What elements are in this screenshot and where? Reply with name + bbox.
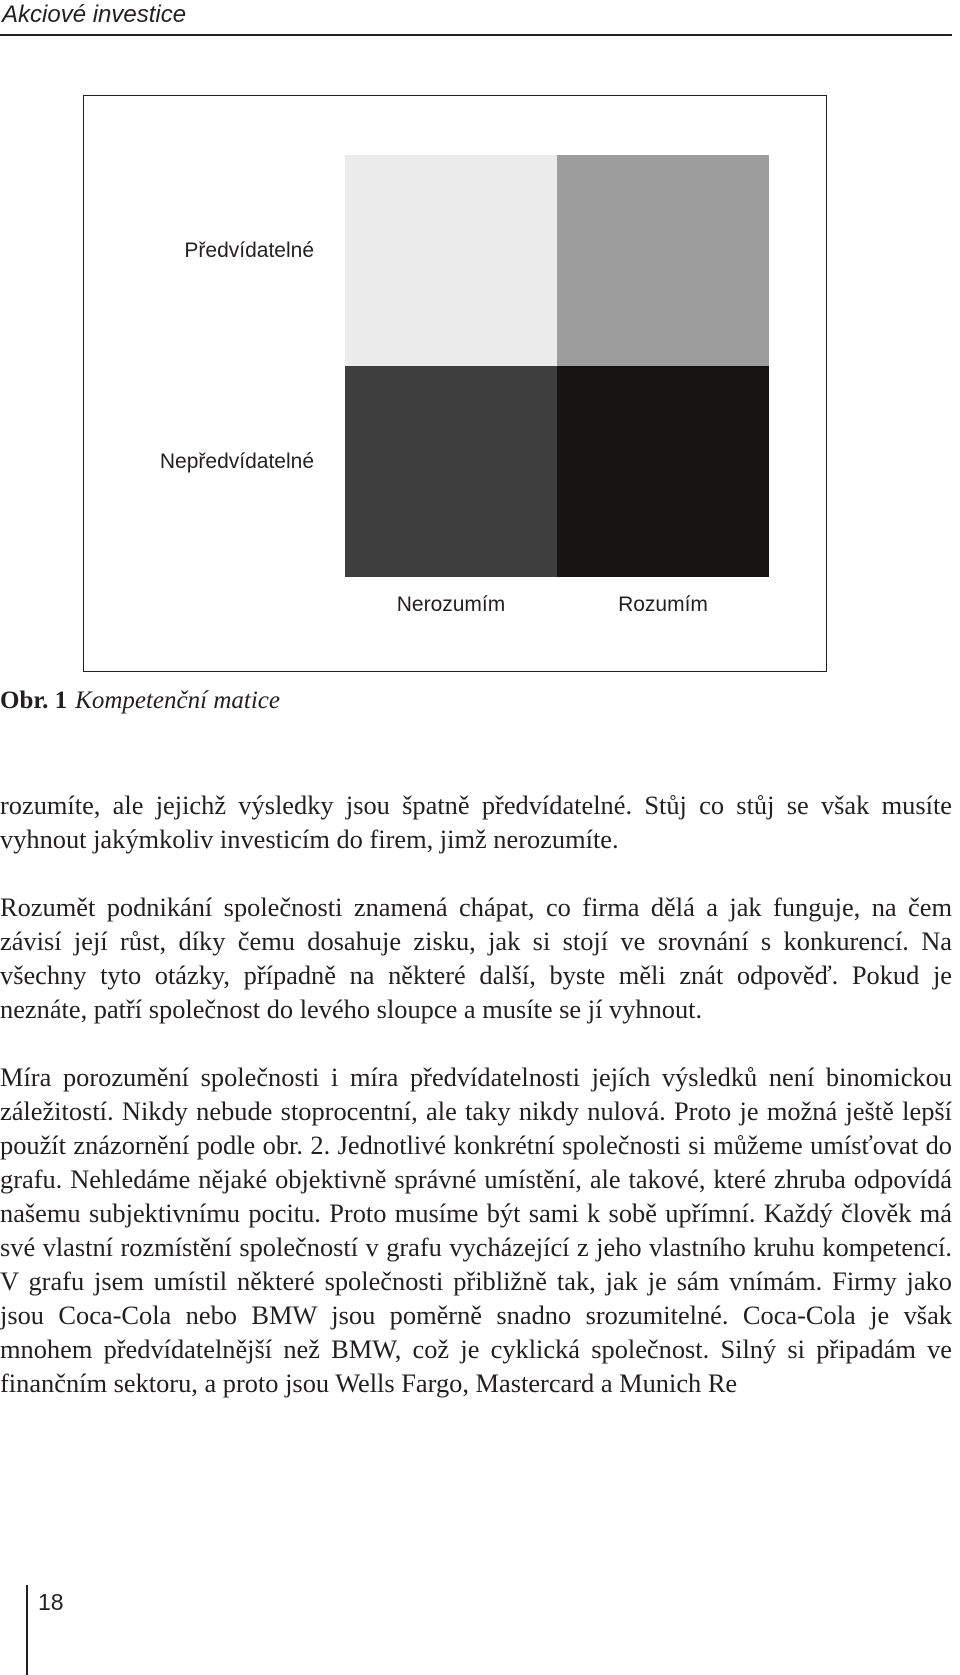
- page-number: 18: [38, 1589, 64, 1615]
- row-label-unpredictable: Nepředvídatelné: [159, 450, 314, 473]
- paragraph: Míra porozumění společnosti i míra předvídatelnosti jejích výsledků není binomickou záležitostí. Nikdy nebude stoprocentní, ale taky nikdy nulová. Proto je možná ještě lepší použít znázornění podle obr. 2. Jednotlivé konkrétní společnosti si můžeme umísťovat do grafu. Nehledáme nějaké objektivně správné umístění, ale takové, které zhruba odpovídá našemu subjektivnímu pocitu. Proto musíme být sami k sobě upřímní. Každý člověk má své vlastní rozmístění společností v grafu vycházející z jeho vlastního kruhu kompetencí. V grafu jsem umístil některé společnosti přibližně tak, jak je sám vnímám. Firmy jako jsou Coca-Cola nebo BMW jsou poměrně snadno srozumitelné. Coca-Cola je však mnohem předvídatelnější než BMW, což je cyklická společnost. Silný si připadám ve finančním sektoru, a proto jsou Wells Fargo, Mastercard a Munich Re: [0, 1062, 952, 1398]
- matrix-cell-unpredictable-understood: [557, 366, 769, 577]
- paragraph: rozumíte, ale jejichž výsledky jsou špatně předvídatelné. Stůj co stůj se však musíte vyhnout jakýmkoliv investicím do firem, jimž nerozumíte.: [0, 790, 952, 854]
- figure-caption: [0, 686, 280, 716]
- competence-matrix-figure: [83, 95, 827, 672]
- column-label-understand: Rozumím: [618, 593, 708, 616]
- figure-caption-number: Obr. 1: [0, 687, 68, 714]
- matrix-cell-predictable-understood: [557, 155, 769, 366]
- matrix-cell-unpredictable-not-understood: [345, 366, 557, 577]
- body-text: [0, 788, 952, 1434]
- figure-caption-text: Kompetenční matice: [75, 687, 280, 714]
- row-label-predictable: Předvídatelné: [184, 239, 314, 262]
- matrix-cell-predictable-not-understood: [345, 155, 557, 366]
- column-label-not-understand: Nerozumím: [396, 593, 506, 616]
- paragraph: Rozumět podnikání společnosti znamená chápat, co firma dělá a jak funguje, na čem závisí její růst, díky čemu dosahuje zisku, jak si stojí ve srovnání s konkurencí. Na všechny tyto otázky, případně na některé další, byste měli znát odpověď. Pokud je neznáte, patří společnost do levého sloupce a musíte se jí vyhnout.: [0, 892, 952, 1024]
- running-header-title: Akciové investice: [2, 1, 187, 28]
- running-header: [0, 0, 952, 36]
- footer-rule: [26, 1585, 28, 1675]
